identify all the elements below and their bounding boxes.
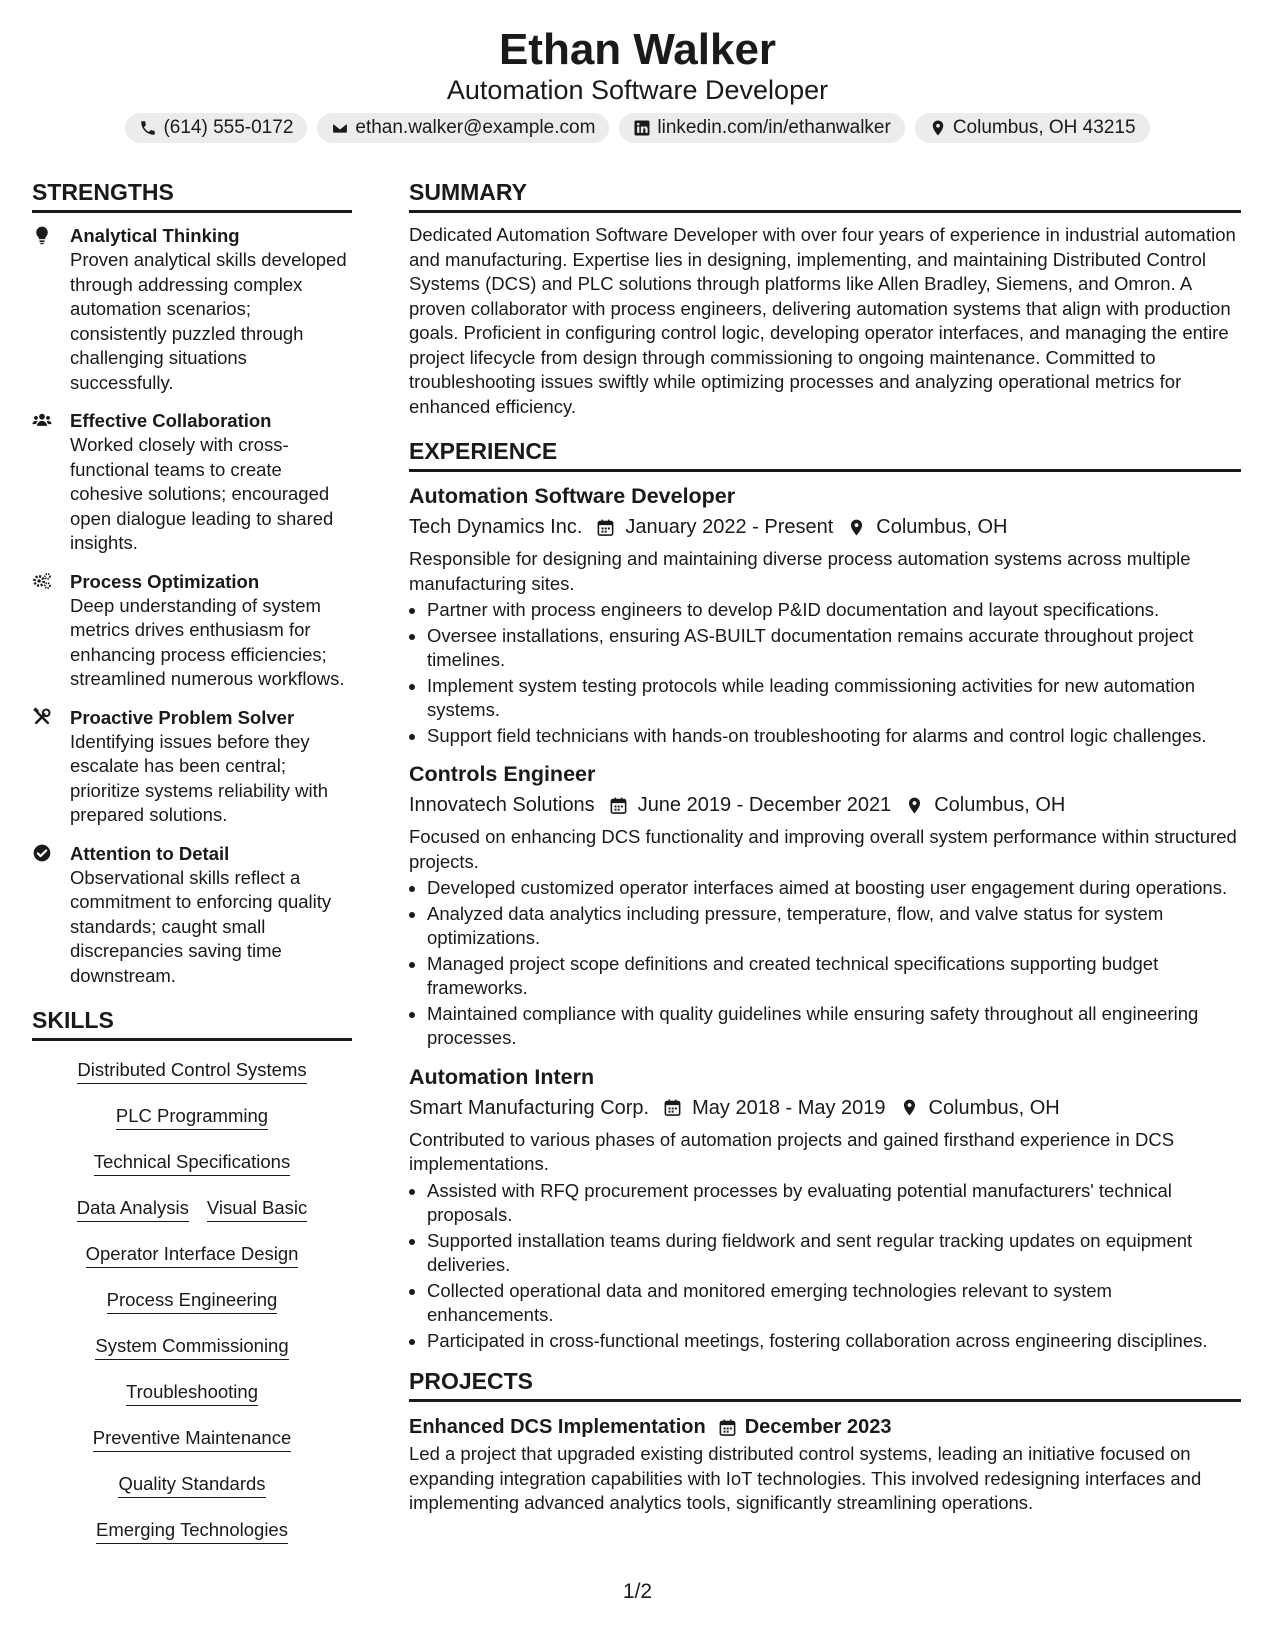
strength-title: Analytical Thinking: [70, 225, 240, 246]
job-meta: [409, 511, 1241, 543]
strength-title: Proactive Problem Solver: [70, 706, 295, 728]
summary-heading: SUMMARY: [409, 176, 1241, 213]
project-description: Led a project that upgraded existing distributed control systems, leading an initiative focused on expanding integration capabilities with IoT technologies. This involved redesigning interfaces and implementing advanced analytics tools, significantly streamlining operations.: [409, 1443, 1202, 1513]
job-location: Columbus, OH: [934, 794, 1066, 816]
job-dates: May 2018 - May 2019: [692, 1096, 886, 1119]
job-bullet: • Collected operational data and monitored emerging technologies relevant to system enhancements.: [427, 1279, 1241, 1328]
strengths-heading: STRENGTHS: [32, 176, 352, 213]
job-bullet: • Developed customized operator interfaces aimed at boosting user engagement during operations.: [427, 876, 1241, 901]
job-description: Focused on enhancing DCS functionality and improving overall system performance within structured projects.: [409, 826, 1237, 872]
skills-list: [32, 1055, 352, 1563]
strength-item: [32, 569, 352, 692]
envelope-icon: [331, 119, 349, 137]
summary-text: Dedicated Automation Software Developer with over four years of experience in industrial automation and manufacturing. Expertise lies in designing, implementing, and maintaining Distributed Control Systems (DCS) and PLC solutions through platforms like Allen Bradley, Siemens, and Omron. A proven collaborator with process engineers, delivering automation systems that align with production goals. Proficient in configuring control logic, developing operator interfaces, and managing the entire project lifecycle from design through commissioning to ongoing maintenance. Committed to troubleshooting issues swiftly while optimizing processes and analyzing operational metrics for enhanced efficiency.: [409, 224, 1236, 417]
strength-title: Process Optimization: [70, 570, 260, 592]
skill-tag: Troubleshooting: [126, 1379, 258, 1406]
job-meta: [409, 789, 1241, 821]
phone-icon: [139, 119, 157, 137]
map-pin-icon: [929, 119, 947, 137]
skill-tag: Preventive Maintenance: [93, 1425, 291, 1452]
job-bullet: • Implement system testing protocols while leading commissioning activities for new automation systems.: [427, 674, 1241, 723]
job-entry: [409, 1063, 1241, 1354]
project-title: Enhanced DCS Implementation: [409, 1416, 706, 1438]
contact-phone-text: (614) 555-0172: [163, 117, 294, 138]
right-column: [409, 176, 1241, 1516]
job-location: Columbus, OH: [876, 516, 1008, 538]
contact-phone[interactable]: [125, 113, 307, 143]
job-bullet: • Oversee installations, ensuring AS-BUILT documentation remains accurate throughout project timelines.: [427, 624, 1241, 673]
skill-tag: Data Analysis: [77, 1195, 189, 1222]
strength-description: Observational skills reflect a commitment to enforcing quality standards; caught small discrepancies saving time downstream.: [70, 866, 332, 986]
skill-tag: PLC Programming: [116, 1103, 268, 1130]
lightbulb-icon: [32, 225, 52, 245]
gears-icon: [32, 571, 52, 591]
skill-tag: Emerging Technologies: [96, 1517, 288, 1544]
skill-tag: Quality Standards: [118, 1471, 265, 1498]
strength-description: Worked closely with cross-functional teams to create cohesive solutions; encouraged open dialogue leading to shared insights.: [70, 434, 334, 553]
project-entry: [409, 1412, 1241, 1516]
check-circle-icon: [32, 843, 52, 863]
job-description: Responsible for designing and maintaining diverse process automation systems across multiple manufacturing sites.: [409, 548, 1191, 594]
job-bullet: • Support field technicians with hands-on troubleshooting for alarms and control logic challenges.: [427, 724, 1241, 749]
contact-email[interactable]: [317, 113, 609, 143]
skill-tag: Operator Interface Design: [86, 1241, 299, 1268]
experience-heading: EXPERIENCE: [409, 435, 1241, 472]
job-company: Innovatech Solutions: [409, 794, 595, 816]
strength-description: Proven analytical skills developed through addressing complex automation scenarios; consistently puzzled through challenging situations successfully.: [70, 249, 347, 393]
users-icon: [32, 410, 52, 430]
projects-heading: PROJECTS: [409, 1365, 1241, 1402]
left-column: [32, 176, 352, 1563]
job-bullet: • Maintained compliance with quality guidelines while ensuring safety throughout all engineering processes.: [427, 1002, 1241, 1051]
contact-location-text: Columbus, OH 43215: [952, 117, 1136, 138]
job-entry: [409, 760, 1241, 1051]
calendar-icon: [663, 1098, 682, 1117]
strength-item: [32, 408, 352, 556]
job-title: Automation Intern: [409, 1064, 595, 1089]
job-dates: January 2022 - Present: [625, 516, 834, 538]
job-title: Automation Software Developer: [409, 484, 736, 508]
skill-tag: System Commissioning: [95, 1333, 288, 1360]
strength-description: Deep understanding of system metrics drives enthusiasm for enhancing process efficiencies; streamlined numerous workflows.: [70, 594, 345, 689]
job-bullets: [409, 1179, 1241, 1354]
job-company: Tech Dynamics Inc.: [409, 516, 583, 538]
job-bullet: • Analyzed data analytics including pressure, temperature, flow, and valve status for system optimizations.: [427, 902, 1241, 951]
skill-tag: Process Engineering: [107, 1287, 278, 1314]
job-dates: June 2019 - December 2021: [637, 794, 892, 816]
job-company: Smart Manufacturing Corp.: [409, 1096, 650, 1119]
project-header: [409, 1412, 1241, 1442]
tools-icon: [32, 707, 52, 727]
job-meta: [409, 1092, 1241, 1124]
candidate-name: Ethan Walker: [498, 25, 777, 74]
strength-title: Effective Collaboration: [70, 410, 272, 431]
calendar-icon: [609, 796, 628, 815]
job-bullet: • Supported installation teams during fieldwork and sent regular tracking updates on equipment deliveries.: [427, 1229, 1241, 1278]
job-bullet: • Participated in cross-functional meetings, fostering collaboration across engineering disciplines.: [427, 1329, 1241, 1354]
page-number: 1/2: [622, 1580, 653, 1603]
contact-email-text: ethan.walker@example.com: [355, 117, 596, 138]
map-pin-icon: [847, 518, 866, 537]
strength-item: [32, 705, 352, 828]
contact-bar: [0, 113, 1275, 143]
skill-tag: Visual Basic: [207, 1195, 307, 1222]
skill-tag: Distributed Control Systems: [77, 1057, 306, 1084]
project-date: December 2023: [744, 1416, 892, 1438]
strength-title: Attention to Detail: [70, 842, 230, 864]
job-title: Controls Engineer: [409, 762, 596, 786]
job-bullets: [409, 876, 1241, 1051]
candidate-title: Automation Software Developer: [446, 75, 829, 105]
calendar-icon: [596, 518, 615, 537]
calendar-icon: [718, 1418, 737, 1437]
skill-tag: Technical Specifications: [94, 1149, 290, 1176]
job-description: Contributed to various phases of automation projects and gained firsthand experience in DCS implementations.: [409, 1128, 1175, 1174]
job-bullet: • Partner with process engineers to develop P&ID documentation and layout specifications.: [427, 598, 1241, 623]
strength-item: [32, 223, 352, 395]
job-entry: [409, 482, 1241, 748]
job-bullets: [409, 598, 1241, 748]
strength-description: Identifying issues before they escalate has been central; prioritize systems reliability with prepared solutions.: [70, 730, 329, 825]
job-bullet: • Assisted with RFQ procurement processes by evaluating potential manufacturers' technical proposals.: [427, 1179, 1241, 1228]
contact-linkedin-text: linkedin.com/in/ethanwalker: [657, 117, 891, 138]
job-bullet: • Managed project scope definitions and created technical specifications supporting budget frameworks.: [427, 952, 1241, 1001]
map-pin-icon: [905, 796, 924, 815]
job-location: Columbus, OH: [928, 1096, 1060, 1119]
linkedin-icon: [633, 119, 651, 137]
contact-linkedin[interactable]: [619, 113, 904, 143]
skills-heading: SKILLS: [32, 1004, 352, 1041]
contact-location: [915, 113, 1150, 143]
map-pin-icon: [900, 1098, 919, 1117]
strength-item: [32, 841, 352, 989]
